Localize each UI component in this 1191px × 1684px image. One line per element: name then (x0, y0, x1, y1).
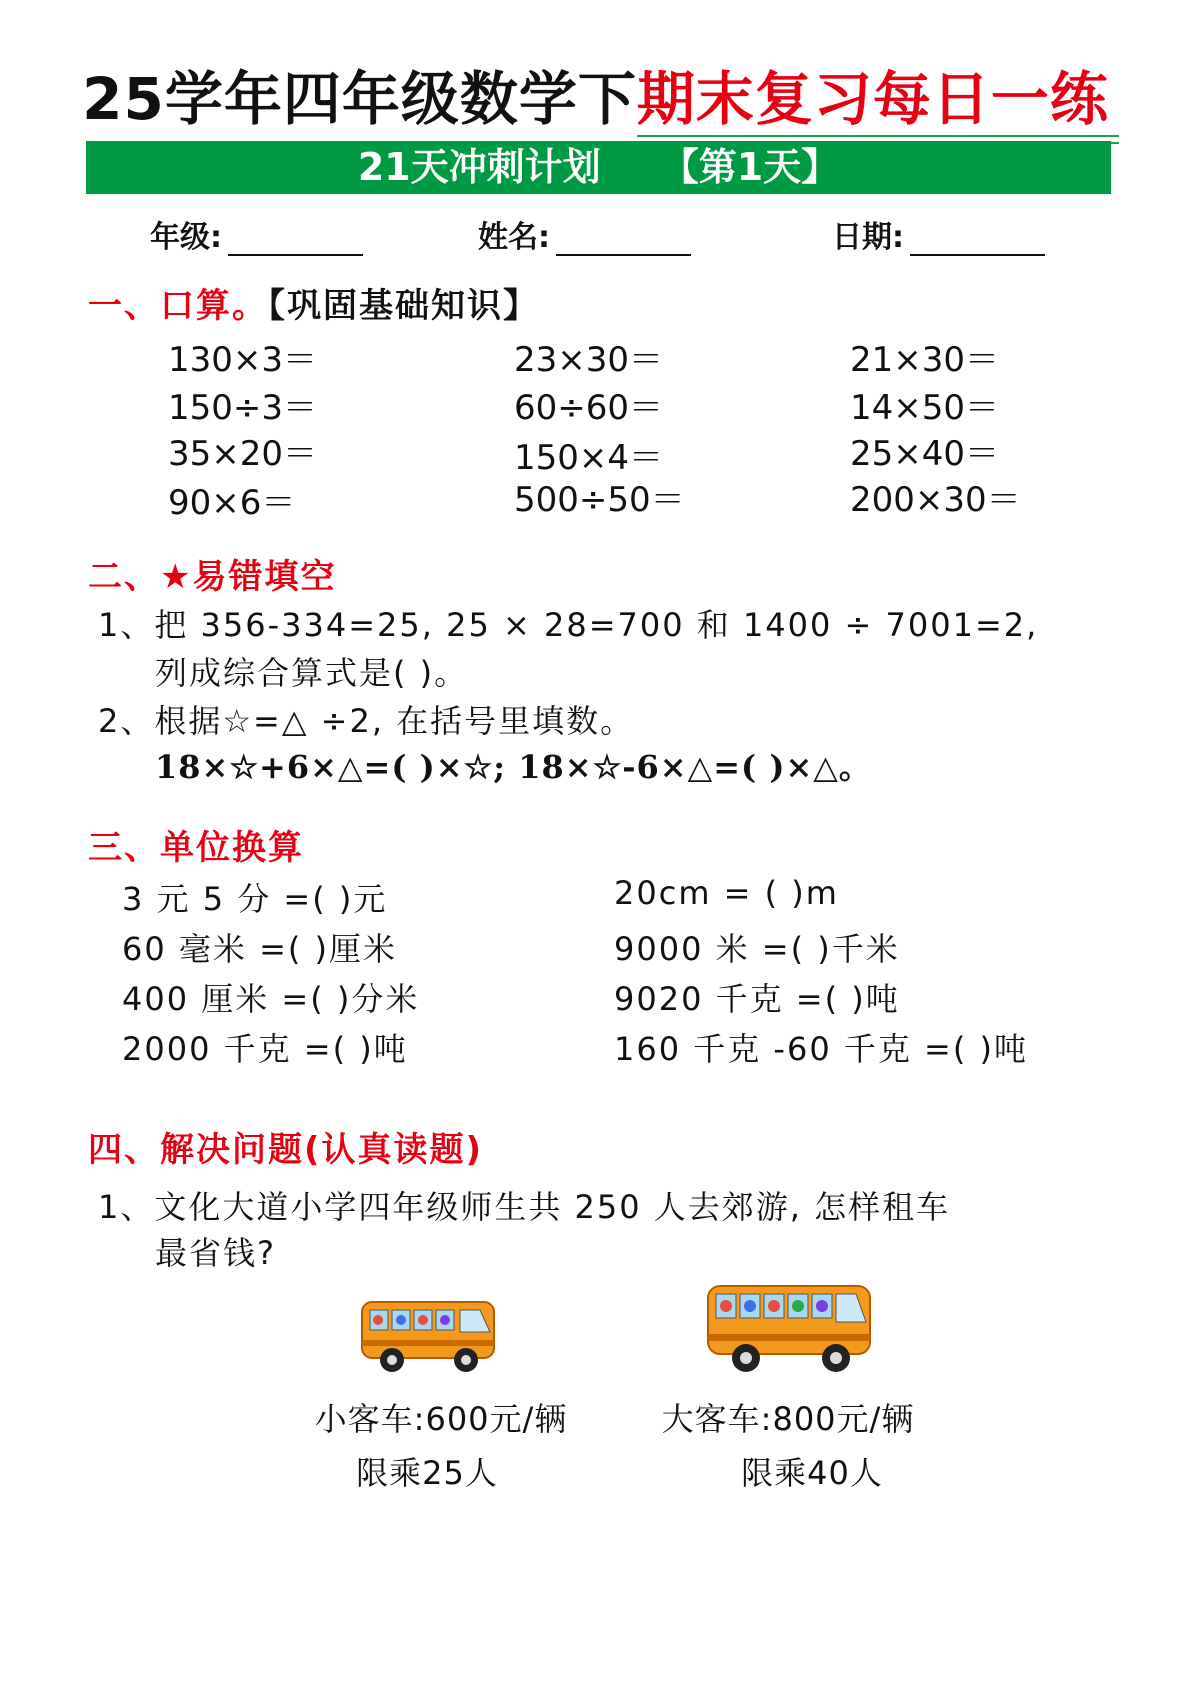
grade-blank[interactable] (228, 224, 363, 256)
day-label: 【第1天】 (660, 145, 840, 189)
small-bus-limit: 限乘25人 (356, 1454, 498, 1492)
question-line: 1、文化大道小学四年级师生共 250 人去郊游, 怎样租车 (98, 1188, 951, 1226)
mental-item: 60÷60＝ (514, 388, 664, 428)
name-label: 姓名: (478, 220, 550, 255)
mental-item: 14×50＝ (850, 388, 1000, 428)
plan-label: 21天冲刺计划 (357, 145, 601, 189)
date-field (832, 212, 1045, 256)
section2-title: 二、★易错填空 (88, 557, 337, 597)
mental-item: 150÷3＝ (168, 388, 318, 428)
mental-item: 130×3＝ (168, 340, 318, 380)
big-bus-limit: 限乘40人 (741, 1454, 883, 1492)
grade-field (150, 212, 363, 256)
date-blank[interactable] (910, 224, 1045, 256)
mental-item: 25×40＝ (850, 434, 1000, 474)
big-bus-icon (706, 1282, 876, 1378)
unit-item: 3 元 5 分 =( )元 (122, 880, 388, 918)
big-bus-price: 大客车:800元/辆 (661, 1400, 915, 1438)
question-line: 2、根据☆=△ ÷2, 在括号里填数。 (98, 702, 635, 740)
small-bus-price: 小客车:600元/辆 (314, 1400, 568, 1438)
section1-title-red: 一、口算。 (88, 286, 268, 326)
unit-item: 9000 米 =( )千米 (614, 930, 900, 968)
title-black-part: 25学年四年级数学下 (82, 65, 637, 133)
question-line: 1、把 356-334=25, 25 × 28=700 和 1400 ÷ 7001=2, (98, 606, 1039, 644)
question-line: 18×☆+6×△=( )×☆; 18×☆-6×△=( )×△。 (155, 748, 872, 786)
section1-title-black: 【巩固基础知识】 (268, 286, 539, 326)
page-title (0, 52, 1191, 136)
section3-title: 三、单位换算 (88, 828, 304, 868)
mental-item: 150×4＝ (514, 438, 664, 478)
mental-item: 21×30＝ (850, 340, 1000, 380)
unit-item: 2000 千克 =( )吨 (122, 1030, 408, 1068)
unit-item: 160 千克 -60 千克 =( )吨 (614, 1030, 1028, 1068)
small-bus-icon (360, 1296, 502, 1378)
date-label: 日期: (832, 220, 904, 255)
name-field (478, 212, 691, 256)
question-line: 列成综合算式是( )。 (155, 654, 469, 692)
unit-item: 400 厘米 =( )分米 (122, 980, 420, 1018)
unit-item: 20cm = ( )m (614, 874, 839, 912)
mental-item: 90×6＝ (168, 483, 296, 523)
mental-item: 500÷50＝ (514, 480, 685, 520)
plan-banner (86, 141, 1111, 194)
mental-item: 35×20＝ (168, 434, 318, 474)
unit-item: 9020 千克 =( )吨 (614, 980, 900, 1018)
section1-title (88, 278, 539, 327)
title-red-part (637, 52, 1109, 136)
unit-item: 60 毫米 =( )厘米 (122, 930, 398, 968)
mental-item: 200×30＝ (850, 480, 1021, 520)
grade-label: 年级: (150, 220, 222, 255)
question-line: 最省钱? (155, 1234, 276, 1272)
title-red-text: 期末复习每日一练 (636, 65, 1109, 133)
mental-item: 23×30＝ (514, 340, 664, 380)
name-blank[interactable] (556, 224, 691, 256)
section4-title: 四、解决问题(认真读题) (88, 1130, 484, 1170)
